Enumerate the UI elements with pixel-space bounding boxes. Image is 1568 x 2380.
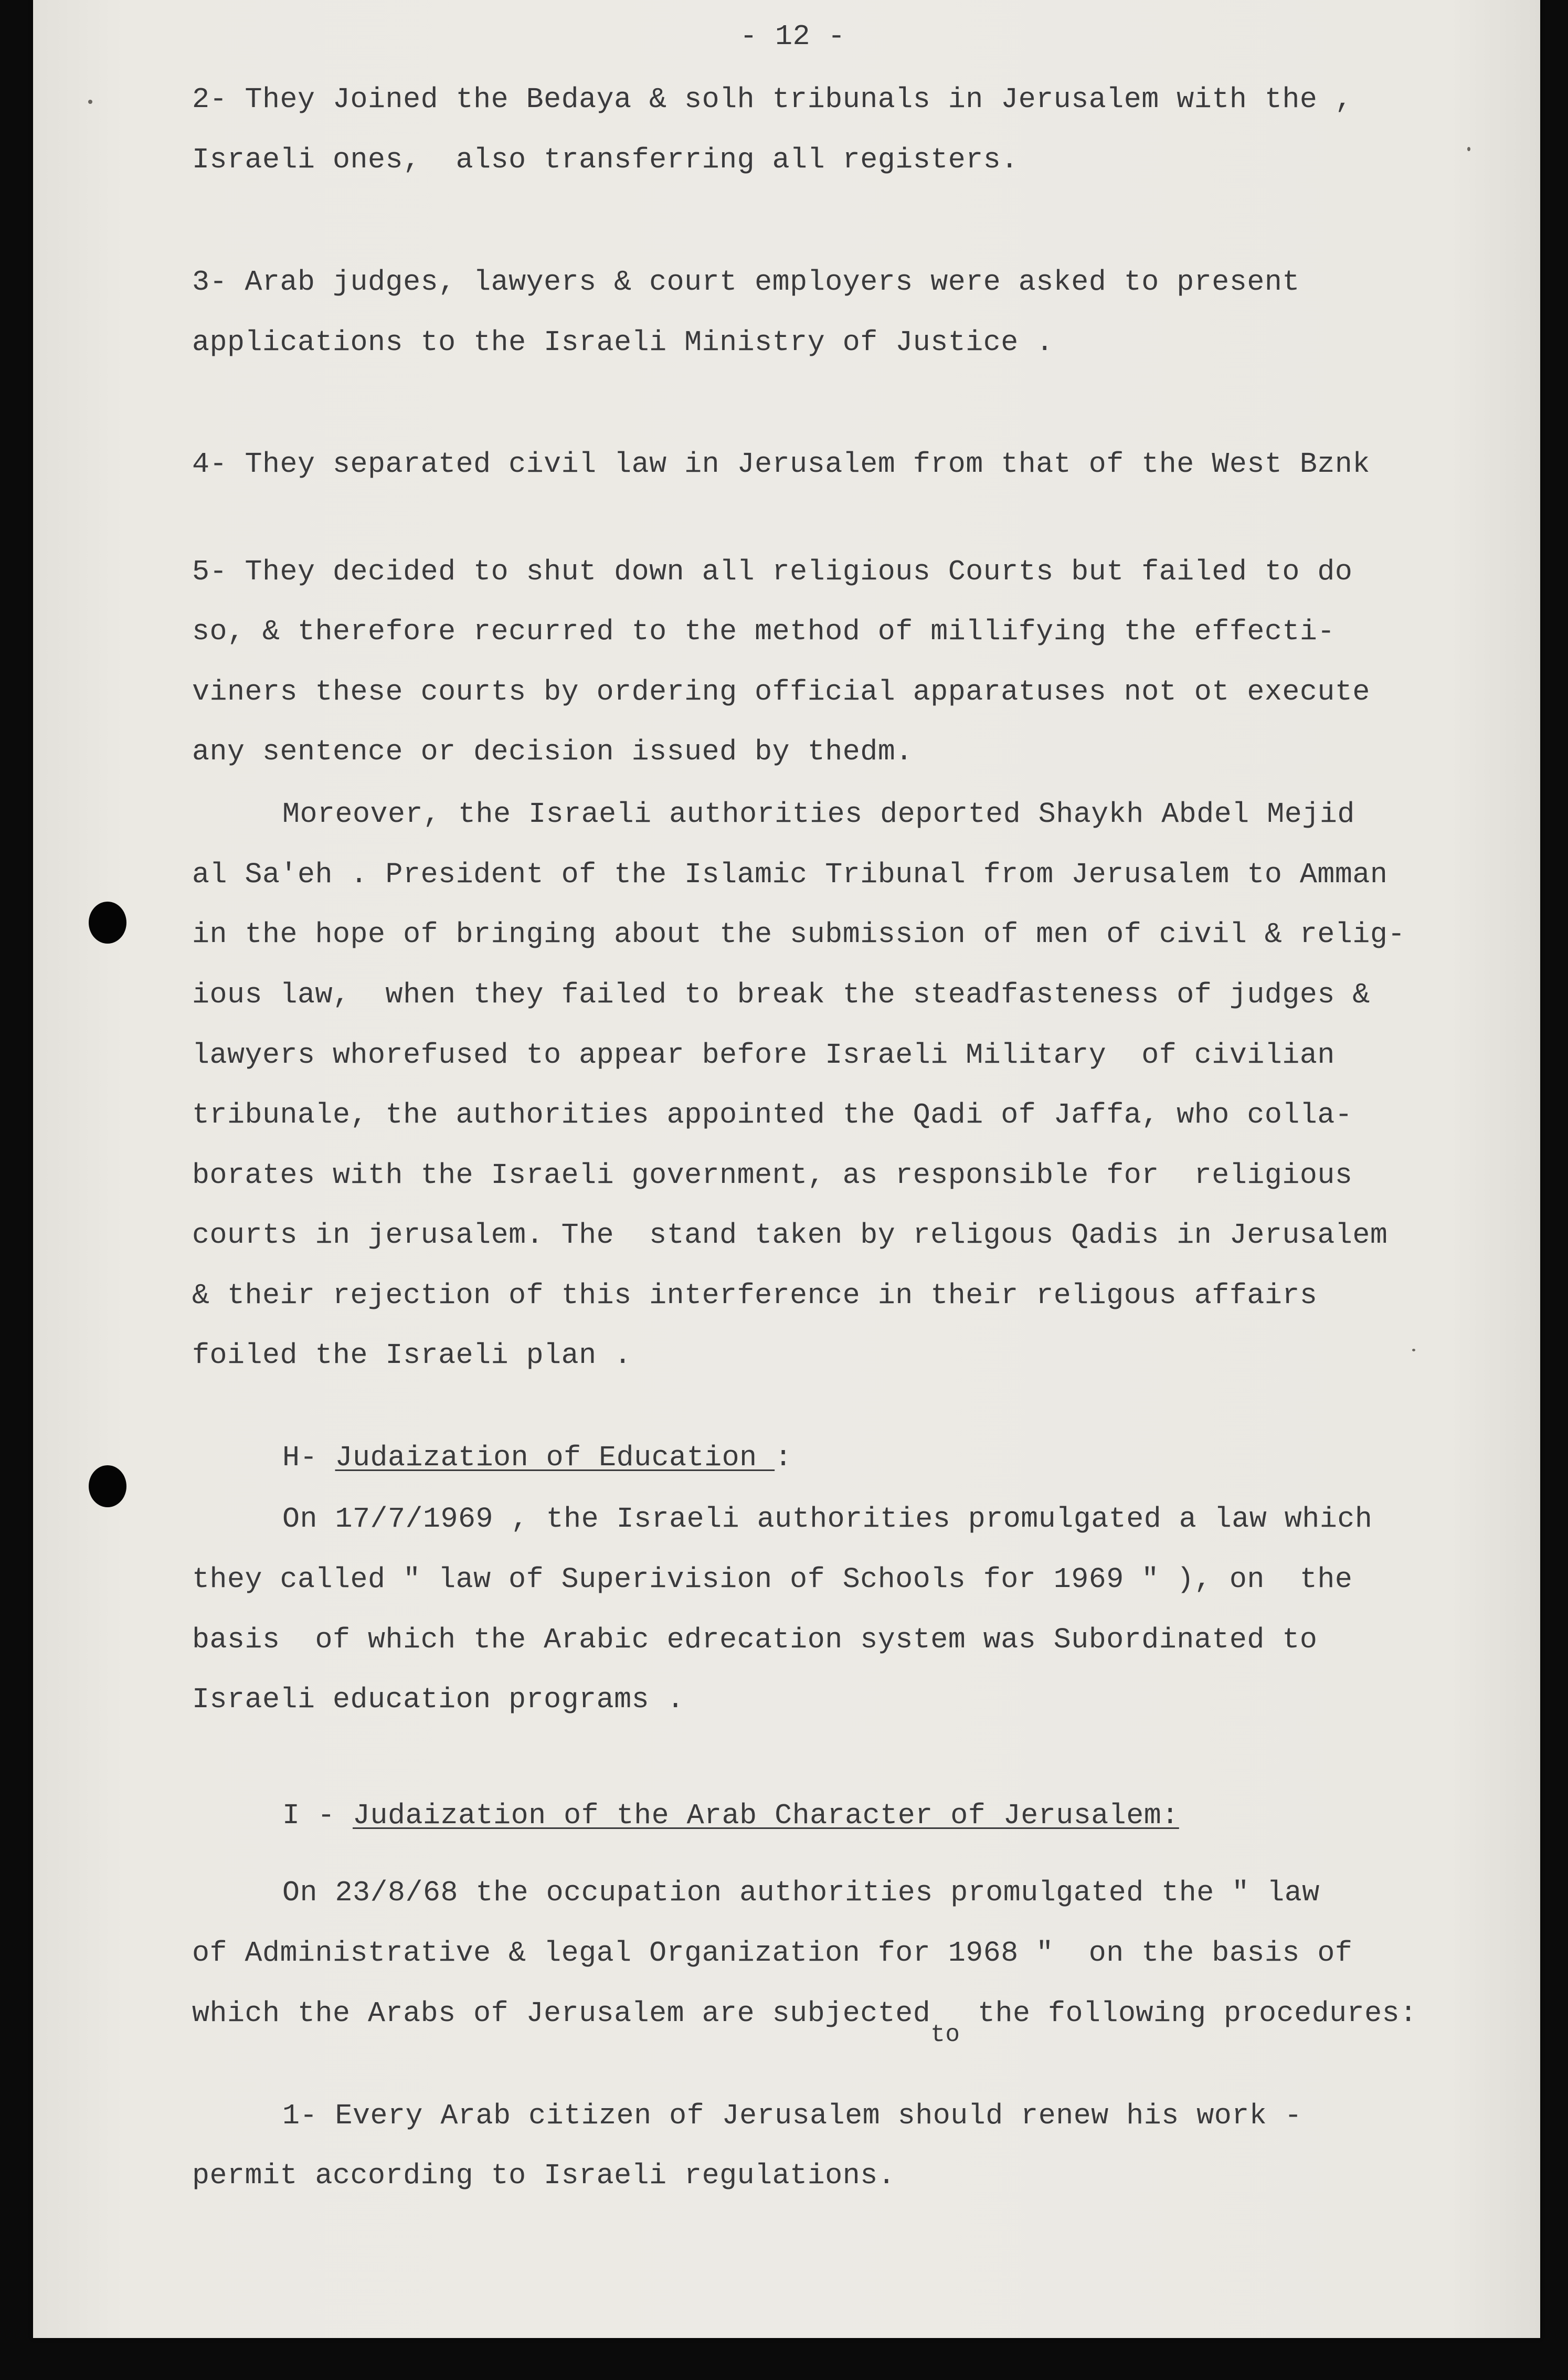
text-line: 5- They decided to shut down all religious Courts but failed to do [192,555,1353,588]
text-line: foiled the Israeli plan . [192,1339,632,1372]
text-line: applications to the Israeli Ministry of Justice . [192,326,1054,359]
text-line: al Sa'eh . President of the Islamic Tribunal from Jerusalem to Amman [192,858,1388,891]
text-line: they called " law of Superivision of Schools for 1969 " ), on the [192,1563,1353,1596]
inserted-word: to [930,2021,960,2048]
text-line [192,1997,1417,2048]
text-line: Moreover, the Israeli authorities deported Shaykh Abdel Mejid [282,798,1355,831]
punch-hole-upper [89,902,126,944]
text-line: viners these courts by ordering official apparatuses not ot execute [192,675,1370,708]
text-line: basis of which the Arabic edrecation system was Subordinated to [192,1623,1318,1656]
typed-page [33,0,1540,2338]
text-line: 3- Arab judges, lawyers & court employers were asked to present [192,266,1300,299]
text-line: ious law, when they failed to break the steadfasteness of judges & [192,978,1370,1011]
paper-speck [88,100,92,104]
text-line: & their rejection of this interference in their religous affairs [192,1279,1318,1312]
section-colon: : [775,1441,792,1474]
text-line: 2- They Joined the Bedaya & solh tribunals in Jerusalem with the , [192,83,1353,116]
text-line: On 23/8/68 the occupation authorities promulgated the " law [282,1876,1320,1909]
text-line: permit according to Israeli regulations. [192,2159,896,2192]
text-line: lawyers whorefused to appear before Israeli Military of civilian [192,1039,1335,1072]
text-line: in the hope of bringing about the submission of men of civil & relig- [192,918,1405,951]
paper-speck [1412,1349,1415,1351]
text-line: borates with the Israeli government, as responsible for religious [192,1159,1353,1192]
page-number: - 12 - [740,20,846,53]
section-title: Judaization of Education [335,1441,775,1474]
text-line: On 17/7/1969 , the Israeli authorities promulgated a law which [282,1503,1373,1536]
section-title: Judaization of the Arab Character of Jerusalem: [353,1799,1179,1832]
text-line: Israeli ones, also transferring all registers. [192,143,1019,176]
section-heading-i [282,1801,1179,1830]
text-line: so, & therefore recurred to the method of millifying the effecti- [192,615,1335,648]
text-line: 1- Every Arab citizen of Jerusalem should renew his work - [282,2099,1302,2132]
text-fragment: the following procedures: [977,1997,1417,2030]
text-line: Israeli education programs . [192,1683,685,1716]
paper-speck [1467,147,1470,151]
text-line: tribunale, the authorities appointed the Qadi of Jaffa, who colla- [192,1098,1353,1131]
text-line: of Administrative & legal Organization for 1968 " on the basis of [192,1937,1353,1970]
text-line: 4- They separated civil law in Jerusalem from that of the West Bznk [192,448,1370,481]
text-fragment: which the Arabs of Jerusalem are subjected [192,1997,931,2030]
text-line: courts in jerusalem. The stand taken by religous Qadis in Jerusalem [192,1219,1388,1252]
section-marker: H- [282,1441,335,1474]
section-heading-h [282,1443,792,1472]
text-line: any sentence or decision issued by thedm. [192,735,913,768]
punch-hole-lower [89,1465,126,1507]
section-marker: I - [282,1799,353,1832]
